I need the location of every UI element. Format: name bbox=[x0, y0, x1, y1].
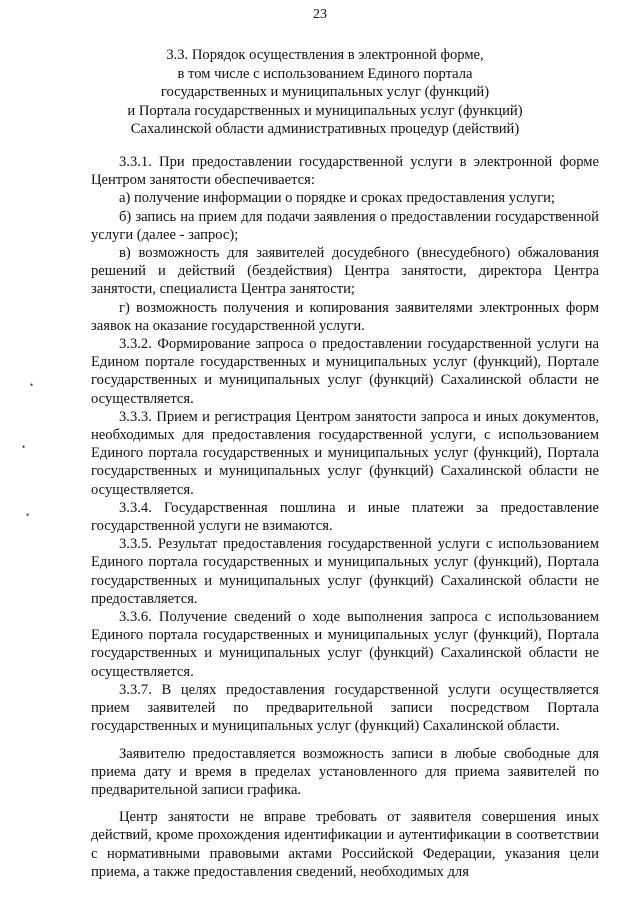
paragraph-appointment-info: Заявителю предоставляется возможность записи в любые свободные для приема дату и время в пределах установленного для приема заявителей по предварительной записи графика. bbox=[91, 745, 599, 798]
document-body bbox=[91, 153, 599, 881]
section-heading bbox=[110, 46, 540, 139]
section-heading-line: государственных и муниципальных услуг (функций) bbox=[160, 84, 490, 101]
list-item-g: г) возможность получения и копирования заявителями электронных форм заявок на оказание государственной услуги. bbox=[91, 299, 599, 334]
paragraph-3-3-4: 3.3.4. Государственная пошлина и иные платежи за предоставление государственной услуги не взимаются. bbox=[91, 499, 599, 535]
paragraph-3-3-5: 3.3.5. Результат предоставления государственной услуги с использованием Единого портала государственных и муниципальных услуг (функций), Портала государственных и муниципальных услуг (функций) Сахалинской области не предоставляется. bbox=[91, 536, 599, 607]
section-heading-line: Сахалинской области административных процедур (действий) bbox=[130, 121, 520, 138]
paragraph-3-3-1: 3.3.1. При предоставлении государственной услуги в электронной форме Центром занятости обеспечивается: bbox=[91, 154, 599, 189]
scan-margin-mark: • bbox=[22, 442, 26, 452]
scan-margin-mark: • bbox=[30, 380, 34, 390]
list-item-b: б) запись на прием для подачи заявления о предоставлении государственной услуги (далее - запрос); bbox=[91, 208, 599, 243]
section-heading-line: и Портала государственных и муниципальных услуг (функций) bbox=[127, 102, 523, 119]
paragraph-3-3-2: 3.3.2. Формирование запроса о предоставлении государственной услуги на Едином портале государственных и муниципальных услуг (функций), Портале государственных и муниципальных услуг (функций) Сахалинской области не осуществляется. bbox=[91, 336, 599, 407]
list-item-v: в) возможность для заявителей досудебного (внесудебного) обжалования решений и действий (бездействия) Центра занятости, директора Центра занятости, специалиста Центра занятости; bbox=[91, 245, 599, 298]
section-heading-line: 3.3. Порядок осуществления в электронной форме, bbox=[166, 47, 484, 63]
paragraph-employment-center: Центр занятости не вправе требовать от заявителя совершения иных действий, кроме прохождения идентификации и аутентификации в соответствии с нормативными правовыми актами Российской Федерации, указания цели приема, а также предоставления сведений, необходимых для bbox=[91, 809, 599, 880]
list-item-a: а) получение информации о порядке и сроках предоставления услуги; bbox=[119, 190, 555, 207]
section-heading-line: в том числе с использованием Единого портала bbox=[177, 65, 473, 82]
scan-margin-mark: • bbox=[26, 510, 30, 520]
page-number: 23 bbox=[313, 7, 327, 22]
paragraph-3-3-6: 3.3.6. Получение сведений о ходе выполнения запроса с использованием Единого портала государственных и муниципальных услуг (функций), Портала государственных и муниципальных услуг (функций) Сахалинской области не осуществляется. bbox=[91, 609, 599, 680]
paragraph-3-3-7: 3.3.7. В целях предоставления государственной услуги осуществляется прием заявителей по предварительной записи посредством Портала государственных и муниципальных услуг (функций) Сахалинской области. bbox=[91, 681, 599, 735]
paragraph-3-3-3: 3.3.3. Прием и регистрация Центром занятости запроса и иных документов, необходимых для предоставления государственной услуги, с использованием Единого портала государственных и муниципальных услуг (функций), Портала государственных и муниципальных услуг (функций) Сахалинской области не осуществляется. bbox=[91, 408, 599, 498]
